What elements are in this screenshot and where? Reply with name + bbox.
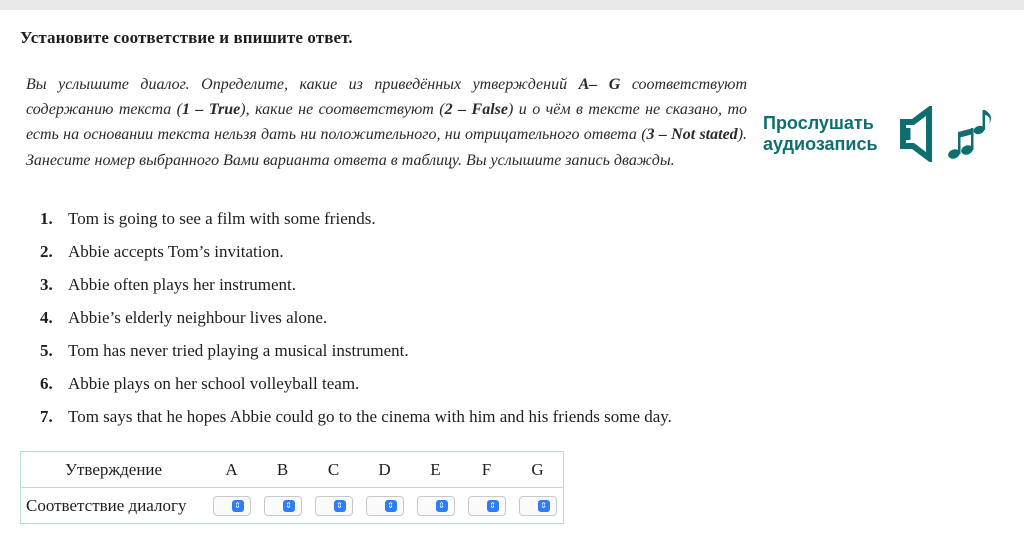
- answer-select-c[interactable]: [315, 496, 353, 516]
- item-text: Tom has never tried playing a musical instrument.: [68, 341, 409, 360]
- item-number: 7.: [40, 407, 53, 426]
- item-text: Abbie accepts Tom’s invitation.: [68, 242, 284, 261]
- column-header-b: B: [257, 452, 308, 488]
- item-number: 3.: [40, 275, 53, 294]
- instruction-text: ), какие не соответствуют (: [240, 101, 445, 119]
- statements-list: [40, 209, 672, 440]
- list-item: [40, 407, 672, 440]
- column-header-f: F: [461, 452, 512, 488]
- updown-chevron-icon: ⇕: [436, 500, 448, 512]
- item-text: Abbie often plays her instrument.: [68, 275, 297, 294]
- list-item: [40, 209, 672, 242]
- answer-select-e[interactable]: [417, 496, 455, 516]
- item-text: Tom is going to see a film with some friends.: [68, 209, 376, 228]
- listen-audio-label: [763, 113, 893, 155]
- instruction-true: 1 – True: [181, 101, 241, 119]
- instruction-not-stated: 3 – Not stated: [646, 126, 738, 144]
- updown-chevron-icon: ⇕: [538, 500, 550, 512]
- item-number: 6.: [40, 374, 53, 393]
- listen-label-line2: аудиозапись: [763, 134, 878, 154]
- item-text: Abbie’s elderly neighbour lives alone.: [68, 308, 328, 327]
- task-instruction: [26, 72, 747, 173]
- list-item: [40, 374, 672, 407]
- row-label: Соответствие диалогу: [21, 488, 207, 524]
- column-header-a: A: [206, 452, 257, 488]
- updown-chevron-icon: ⇕: [385, 500, 397, 512]
- instruction-text: ). Занесите номер выбранного Вами варианта ответа в таблицу. Вы услышите запись дважды.: [26, 126, 748, 169]
- column-header-g: G: [512, 452, 564, 488]
- answer-select-a[interactable]: [213, 496, 251, 516]
- list-item: [40, 308, 672, 341]
- updown-chevron-icon: ⇕: [283, 500, 295, 512]
- column-header-e: E: [410, 452, 461, 488]
- item-text: Tom says that he hopes Abbie could go to the cinema with him and his friends some day.: [68, 407, 672, 426]
- answer-table-row: [21, 488, 564, 524]
- column-header-d: D: [359, 452, 410, 488]
- updown-chevron-icon: ⇕: [334, 500, 346, 512]
- instruction-text: Вы услышите диалог. Определите, какие из приведённых утверждений: [26, 76, 579, 93]
- instruction-false: 2 – False: [444, 101, 508, 119]
- answer-select-b[interactable]: [264, 496, 302, 516]
- updown-chevron-icon: ⇕: [232, 500, 244, 512]
- instruction-range: A– G: [578, 76, 621, 93]
- header-label: Утверждение: [21, 452, 207, 488]
- speaker-music-icon: [899, 106, 995, 162]
- item-number: 4.: [40, 308, 53, 327]
- answer-select-d[interactable]: [366, 496, 404, 516]
- item-number: 5.: [40, 341, 53, 360]
- column-header-c: C: [308, 452, 359, 488]
- listen-audio-button[interactable]: [763, 106, 1003, 162]
- answer-table: [20, 451, 564, 524]
- list-item: [40, 242, 672, 275]
- list-item: [40, 341, 672, 374]
- top-bar: [0, 0, 1024, 10]
- list-item: [40, 275, 672, 308]
- item-number: 2.: [40, 242, 53, 261]
- answer-select-f[interactable]: [468, 496, 506, 516]
- instruction-text: ) и о чём в тексте не сказано, то есть на основании текста нельзя дать ни положительного, ни отрицательного ответа (: [26, 101, 747, 144]
- updown-chevron-icon: ⇕: [487, 500, 499, 512]
- answer-select-g[interactable]: [519, 496, 557, 516]
- instruction-text: соответствуют содержанию текста (: [26, 76, 748, 119]
- item-text: Abbie plays on her school volleyball team.: [68, 374, 360, 393]
- answer-table-header: [21, 452, 564, 488]
- item-number: 1.: [40, 209, 53, 228]
- task-heading: Установите соответствие и впишите ответ.: [20, 28, 353, 47]
- listen-label-line1: Прослушать: [763, 113, 874, 133]
